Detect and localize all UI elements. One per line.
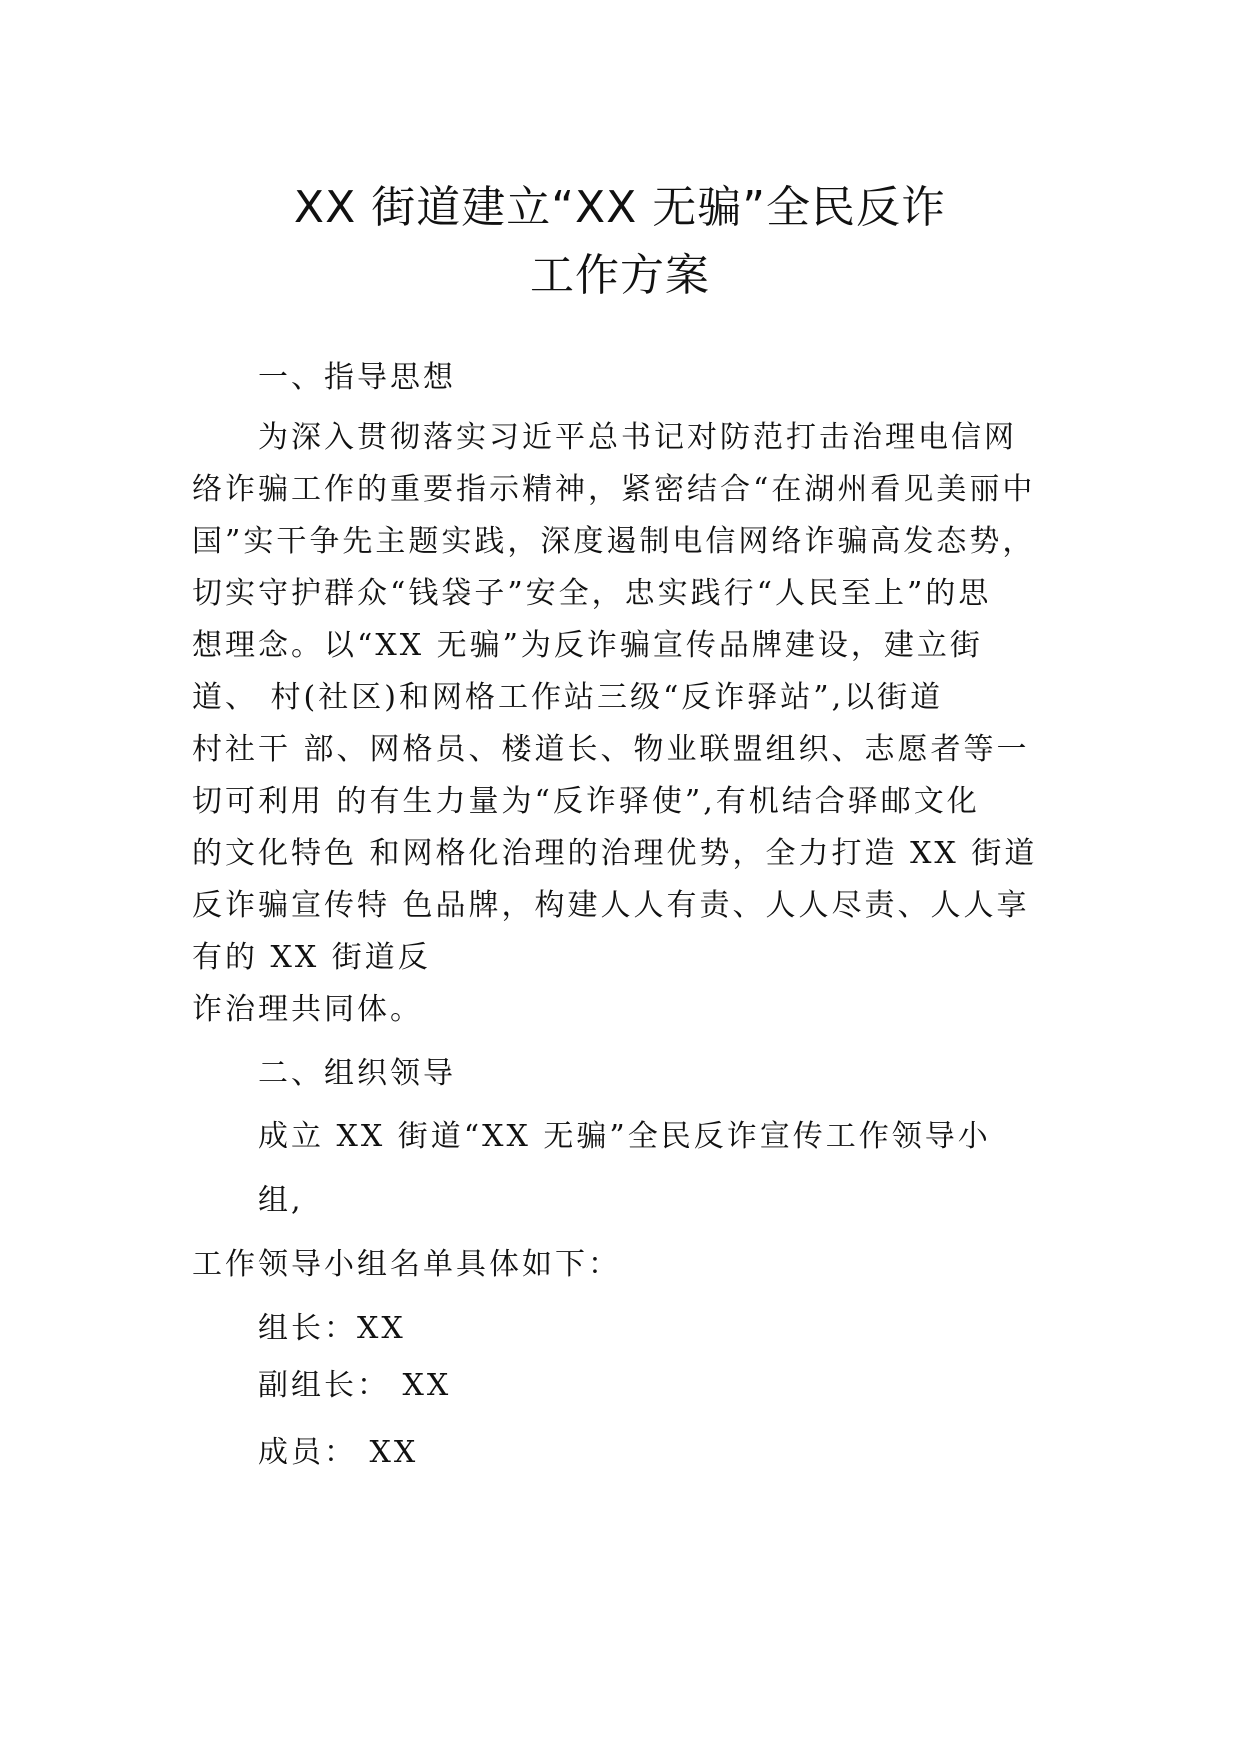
paragraph-line: 国”实干争先主题实践，深度遏制电信网络诈骗高发态势， bbox=[192, 524, 1036, 559]
section-2-intro-line-1: 成立 XX 街道“XX 无骗”全民反诈宣传工作领导小 bbox=[258, 1119, 991, 1154]
paragraph-line: 反诈骗宣传特 色品牌，构建人人有责、人人尽责、人人享 bbox=[192, 888, 1030, 923]
section-2-heading: 二、组织领导 bbox=[258, 1056, 456, 1091]
paragraph-line: 村社干 部、网格员、楼道长、物业联盟组织、志愿者等一 bbox=[192, 732, 1030, 767]
section-1-heading: 一、指导思想 bbox=[258, 360, 456, 395]
document-title-line-1: XX 街道建立“XX 无骗”全民反诈 bbox=[293, 182, 947, 233]
document-title-line-2: 工作方案 bbox=[530, 250, 710, 301]
group-leader: 组长：XX bbox=[258, 1311, 406, 1346]
section-2-intro-line-2: 组, bbox=[258, 1183, 304, 1218]
paragraph-line: 诈治理共同体。 bbox=[192, 992, 423, 1027]
paragraph-line: 的文化特色 和网格化治理的治理优势，全力打造 XX 街道 bbox=[192, 836, 1038, 871]
group-members: 成员： XX bbox=[258, 1435, 419, 1470]
paragraph-line: 有的 XX 街道反 bbox=[192, 940, 431, 975]
paragraph-line: 络诈骗工作的重要指示精神，紧密结合“在湖州看见美丽中 bbox=[192, 472, 1036, 507]
paragraph-line: 想理念。以“XX 无骗”为反诈骗宣传品牌建设，建立街 bbox=[192, 628, 983, 663]
deputy-group-leader: 副组长： XX bbox=[258, 1368, 452, 1403]
paragraph-line: 切实守护群众“钱袋子”安全，忠实践行“人民至上”的思 bbox=[192, 576, 992, 611]
paragraph-line: 为深入贯彻落实习近平总书记对防范打击治理电信网 bbox=[258, 420, 1017, 455]
list-intro: 工作领导小组名单具体如下： bbox=[192, 1247, 621, 1282]
paragraph-line: 道、 村(社区)和网格工作站三级“反诈驿站”,以街道 bbox=[192, 680, 944, 715]
paragraph-line: 切可利用 的有生力量为“反诈驿使”,有机结合驿邮文化 bbox=[192, 784, 980, 819]
